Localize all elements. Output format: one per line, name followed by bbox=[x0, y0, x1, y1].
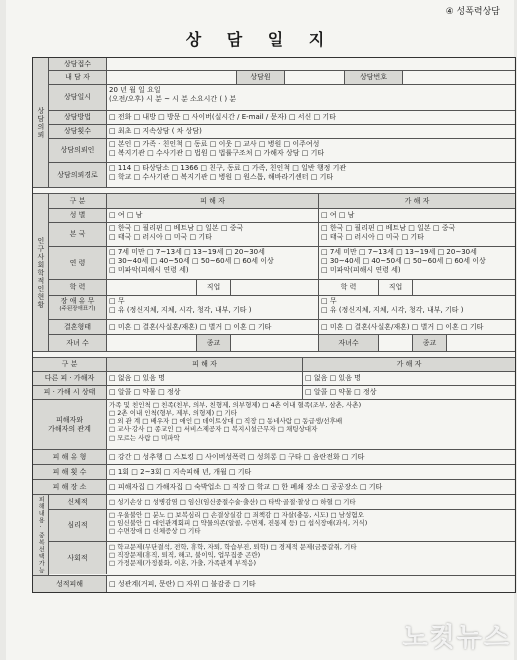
sexual-harm-options[interactable]: □ 성관계(거피, 문란) □ 자위 □ 불감증 □ 기타 bbox=[109, 579, 256, 588]
victim-other-party[interactable]: □ 없음 □ 있음 명 bbox=[107, 372, 303, 385]
form-paper bbox=[6, 0, 514, 660]
staff-label: 상담원 bbox=[237, 71, 285, 84]
victim-nation[interactable]: □ 한국 □ 필리핀 □ 베트남 □ 일본 □ 중국 □ 태국 □ 러시아 □ 미국 □ 기타 bbox=[107, 223, 319, 246]
harm-times-label: 피 해 횟 수 bbox=[33, 465, 107, 479]
edu-label: 학 력 bbox=[49, 280, 107, 295]
victim-job[interactable] bbox=[231, 280, 319, 295]
offender-edu-label: 학 력 bbox=[319, 280, 379, 295]
date-field[interactable]: 20 년 월 일 요일 (오전/오후) 시 분 ~ 시 분 소요시간 ( ) 분 bbox=[109, 86, 237, 103]
offender-children-label: 자녀수 bbox=[319, 335, 379, 351]
victim-state[interactable]: □ 알콜 □ 약물 □ 정상 bbox=[107, 386, 303, 399]
harm-times-options[interactable]: □ 1회 □ 2~3회 □ 지속피해 년, 개월 □ 기타 bbox=[109, 467, 252, 476]
disability-label: 장 애 유 무 (주된장애표기) bbox=[49, 296, 107, 319]
offender-sex[interactable]: □ 여 □ 남 bbox=[321, 211, 355, 220]
count-options[interactable]: □ 최초 □ 지속상담 ( 차 상담) bbox=[109, 127, 202, 136]
harm-type-options[interactable]: □ 강간 □ 성추행 □ 스토킹 □ 사이버성폭력 □ 성희롱 □ 구타 □ 음란전화 □ 기타 bbox=[109, 452, 365, 461]
case-col-label: 구 분 bbox=[33, 358, 107, 371]
form-category: ④ 성폭력상담 bbox=[445, 7, 500, 17]
page-title: 상 담 일 지 bbox=[185, 30, 335, 49]
harm-type-label: 피 해 유 형 bbox=[33, 450, 107, 464]
age-label: 연 령 bbox=[49, 247, 107, 279]
social-label: 사회적 bbox=[49, 542, 107, 574]
physical-options[interactable]: □ 성기손상 □ 성병감염 □ 임신(임신중절수술·출산) □ 타박·골절·찰상 □ 하혈 □ 기타 bbox=[109, 497, 356, 506]
case-offender-header: 가 해 자 bbox=[303, 358, 515, 371]
marriage-label: 결혼형태 bbox=[49, 320, 107, 334]
client-label: 내 담 자 bbox=[49, 71, 107, 84]
offender-job-label: 직업 bbox=[379, 280, 413, 295]
number-label: 상담번호 bbox=[345, 71, 403, 84]
offender-age[interactable]: □ 7세 미만 □ 7~13세 □ 13~19세 □ 20~30세 □ 30~40세 □ 40~50세 □ 50~60세 □ 60세 이상 □ 미파악(피해시 연령 세) bbox=[321, 248, 486, 274]
reception-label: 상담접수 bbox=[49, 58, 107, 70]
offender-religion[interactable] bbox=[447, 335, 515, 351]
route-options[interactable]: □ 114 □ 타상담소 □ 1366 □ 친구, 동료 □ 가족, 친인척 □ 일반 행정 기관 □ 학교 □ 수사기관 □ 복지기관 □ 병원 □ 원스톱, 해바라기센터 □ 기타 bbox=[109, 164, 347, 181]
offender-disability[interactable]: □ 무 □ 유 (정신지체, 지체, 시각, 청각, 내부, 기타 ) bbox=[321, 297, 464, 314]
victim-religion[interactable] bbox=[231, 335, 319, 351]
consult-side-label: 상담의뢰 bbox=[33, 58, 49, 187]
date-label: 상담일시 bbox=[49, 85, 107, 110]
client-field[interactable] bbox=[107, 71, 237, 84]
harm-content-section bbox=[33, 495, 515, 576]
requester-options[interactable]: □ 본인 □ 가족 · 친인척 □ 동료 □ 이웃 □ 교사 □ 병원 □ 이주여성 □ 복지기관 □ 수사기관 □ 법원 □ 법률구조처 □ 가해자 상담 □ 기타 bbox=[109, 140, 325, 157]
victim-disability[interactable]: □ 무 □ 유 (정신지체, 지체, 시각, 청각, 내부, 기타 ) bbox=[107, 296, 319, 319]
offender-other-party[interactable]: □ 없음 □ 있음 명 bbox=[305, 374, 361, 383]
children-label: 자녀 수 bbox=[49, 335, 107, 351]
victim-marriage[interactable]: □ 미혼 □ 결혼(사실혼/재혼) □ 별거 □ 이혼 □ 기타 bbox=[107, 320, 319, 334]
count-label: 상담횟수 bbox=[49, 125, 107, 138]
staff-field[interactable] bbox=[285, 71, 345, 84]
requester-label: 상담의뢰인 bbox=[49, 139, 107, 162]
harm-place-label: 피 해 장 소 bbox=[33, 480, 107, 494]
victim-edu[interactable] bbox=[107, 280, 197, 295]
harm-place-options[interactable]: □ 피해자집 □ 가해자집 □ 숙박업소 □ 직장 □ 학교 □ 한 폐쇄 장소 □ 공공장소 □ 기타 bbox=[109, 482, 383, 491]
counseling-form bbox=[32, 57, 516, 593]
victim-age[interactable]: □ 7세 미만 □ 7~13세 □ 13~19세 □ 20~30세 □ 30~40세 □ 40~50세 □ 50~60세 □ 60세 이상 □ 미파악(피해시 연령 세) bbox=[107, 247, 319, 279]
harm-content-side-label: 피해내용·중복선택가능 bbox=[33, 495, 49, 575]
demo-offender-header: 가 해 자 bbox=[319, 194, 515, 208]
consult-section bbox=[33, 58, 515, 188]
offender-children[interactable] bbox=[379, 335, 413, 351]
case-victim-header: 피 해 자 bbox=[107, 358, 303, 371]
offender-nation[interactable]: □ 한국 □ 필리핀 □ 베트남 □ 일본 □ 중국 □ 태국 □ 러시아 □ 미국 □ 기타 bbox=[321, 224, 456, 241]
mental-options[interactable]: □ 우울불안 □ 분노 □ 보복심리 □ 손결상실감 □ 죄책감 □ 자살(충동, 시도) □ 남성혐오 □ 임신불안 □ 대인관계회피 □ 약물의존(알콜, 수면제, 진통제 등) □ 섭식장애(과식, 거식) □ 수면장애 □ 신체증상 □ 기타 bbox=[109, 511, 368, 536]
method-options[interactable]: □ 전화 □ 내방 □ 방문 □ 사이버(실시간 / E-mail / 문자) □ 서신 □ 기타 bbox=[109, 113, 336, 122]
offender-marriage[interactable]: □ 미혼 □ 결혼(사실혼/재혼) □ 별거 □ 이혼 □ 기타 bbox=[321, 322, 484, 331]
victim-religion-label: 종교 bbox=[197, 335, 231, 351]
other-party-label: 다른 피 · 가해자 bbox=[33, 372, 107, 385]
state-label: 피 · 가해 시 상태 bbox=[33, 386, 107, 399]
relation-label: 피해자와 가해자의 관계 bbox=[33, 400, 107, 449]
offender-religion-label: 종교 bbox=[413, 335, 447, 351]
watermark-logo: 노컷뉴스 bbox=[402, 623, 511, 653]
sex-label: 성 별 bbox=[49, 209, 107, 222]
nation-label: 본 국 bbox=[49, 223, 107, 246]
social-options[interactable]: □ 학교문제(무단결석, 전학, 휴학, 자퇴, 학습부진, 퇴학) □ 경제적 문제(금품갈취, 기타 □ 직장문제(휴직, 퇴직, 해고, 불이익, 업무집중 곤란) □ 가정문제(가정불화, 이혼, 가출, 가족관계 부적응) bbox=[109, 543, 357, 568]
demo-victim-header: 피 해 자 bbox=[107, 194, 319, 208]
mental-label: 심리적 bbox=[49, 510, 107, 541]
demographics-side-label: 인구사회학적인현황 bbox=[33, 194, 49, 351]
demographics-section bbox=[33, 194, 515, 352]
victim-sex[interactable]: □ 여 □ 남 bbox=[107, 209, 319, 222]
number-field[interactable] bbox=[403, 71, 515, 84]
relation-options[interactable]: 가족 및 친인척 □ 친족(친부, 의부, 친형제, 의부형제) □ 4촌 이내 혈족(조부, 삼촌, 사촌) □ 2촌 이내 인척(형부, 제부, 의형제) □ 기타 □ 외 관 계 □ 배우자 □ 애인 □ 데이트상대 □ 직장 □ 동네사람 □ 동급생/선후배 □ 교사·강사 □ 종교인 □ 서비스제공자 □ 복지시설근무자 □ 채팅상대자 □ 모르는 사람 □ 미파악 bbox=[109, 401, 362, 442]
offender-job[interactable] bbox=[413, 280, 515, 295]
method-label: 상담방법 bbox=[49, 111, 107, 124]
victim-children[interactable] bbox=[107, 335, 197, 351]
offender-state[interactable]: □ 알콜 □ 약물 □ 정상 bbox=[305, 388, 377, 397]
route-label: 상담의뢰경로 bbox=[49, 163, 107, 187]
victim-job-label: 직업 bbox=[197, 280, 231, 295]
physical-label: 신체적 bbox=[49, 495, 107, 509]
sexual-harm-label: 성적피해 bbox=[33, 576, 107, 592]
demo-col-label: 구 분 bbox=[49, 194, 107, 208]
